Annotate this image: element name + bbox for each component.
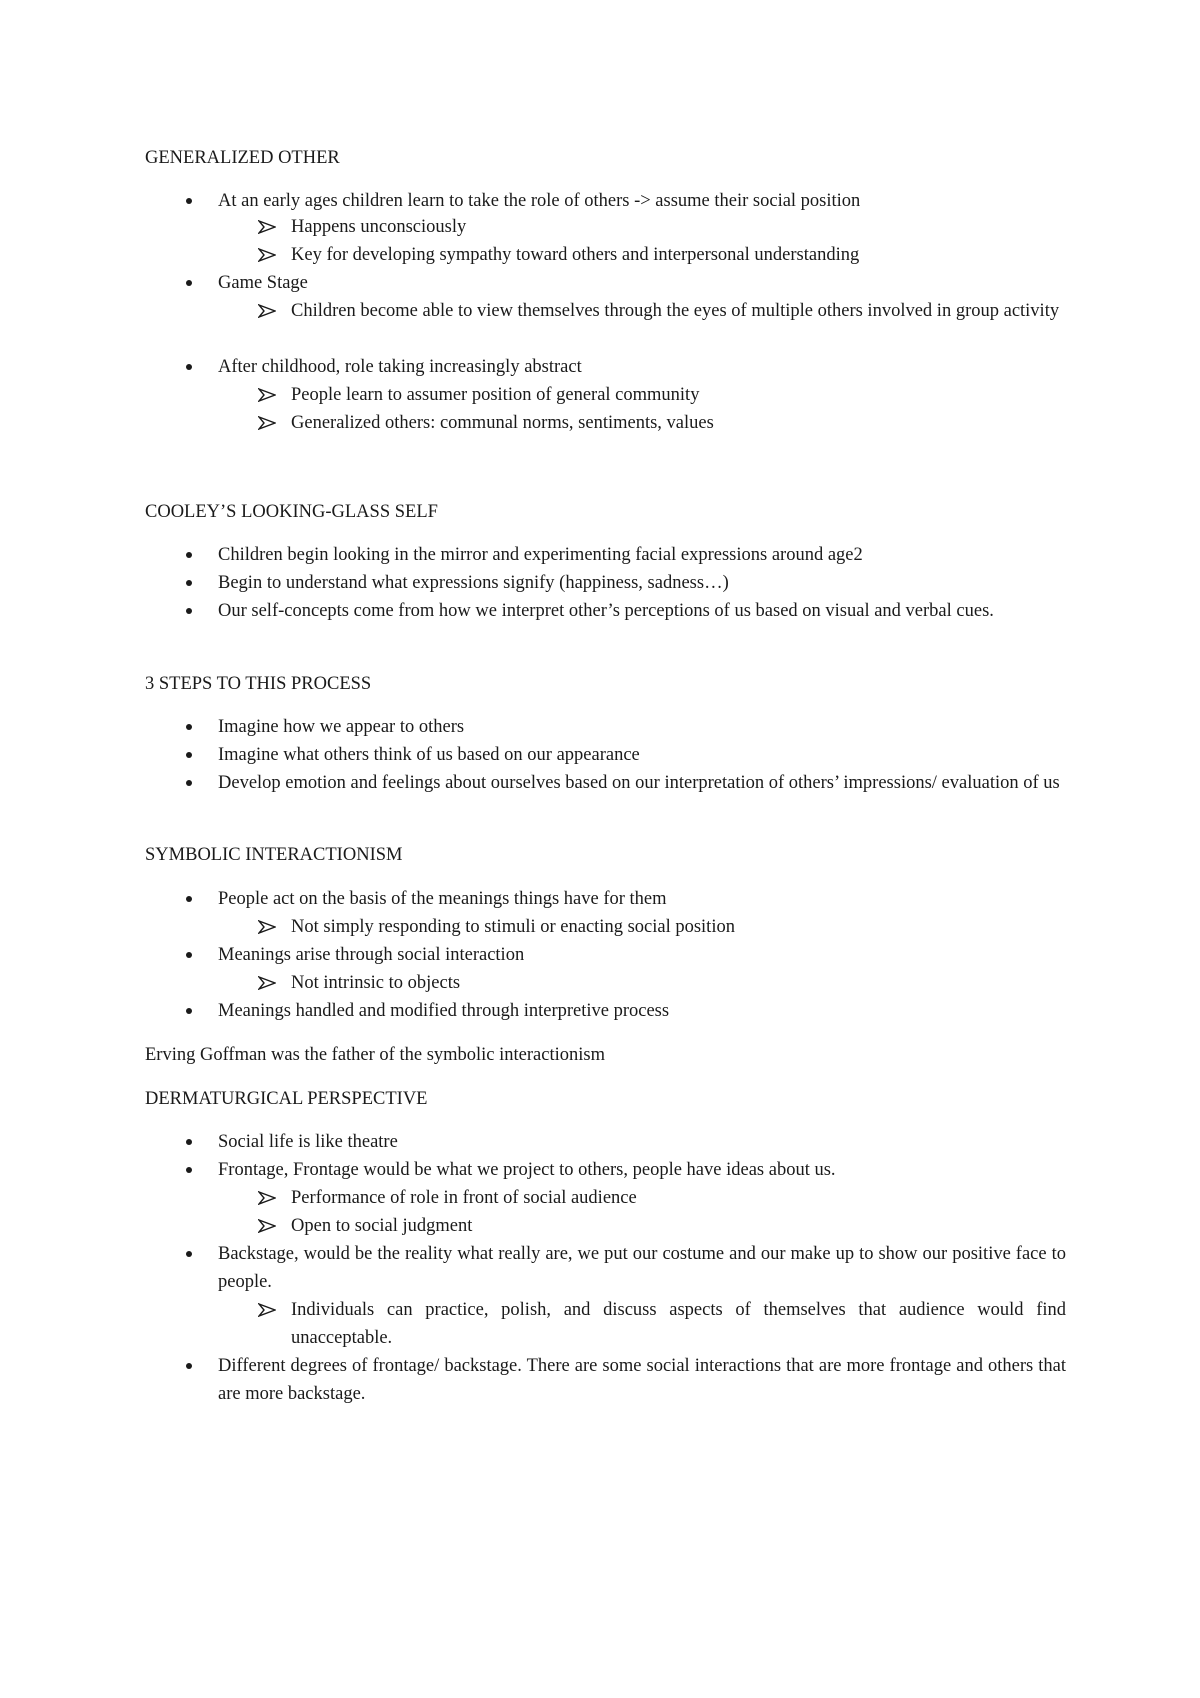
arrow-bullet-icon [258,388,276,402]
section-heading: GENERALIZED OTHER [145,148,340,168]
arrow-bullet-icon [258,1219,276,1233]
list-subitem: People learn to assumer position of general community [291,385,700,405]
list-item: Social life is like theatre [218,1132,398,1152]
arrow-bullet-icon [258,416,276,430]
bullet-icon [186,780,192,786]
list-item: Meanings handled and modified through interpretive process [218,1001,670,1021]
bullet-icon [186,1167,192,1173]
list-subitem: Children become able to view themselves through the eyes of multiple others involved in group activity [291,301,1060,321]
section-heading: DERMATURGICAL PERSPECTIVE [145,1089,428,1109]
arrow-bullet-icon [258,976,276,990]
bullet-icon [186,280,192,286]
list-item: Begin to understand what expressions signify (happiness, sadness…) [218,573,729,593]
bullet-icon [186,198,192,204]
arrow-bullet-icon [258,220,276,234]
list-subitem: Generalized others: communal norms, sentiments, values [291,413,714,433]
list-subitem: Open to social judgment [291,1216,473,1236]
bullet-icon [186,896,192,902]
arrow-bullet-icon [258,304,276,318]
list-subitem: Key for developing sympathy toward others and interpersonal understanding [291,245,860,265]
arrow-bullet-icon [258,920,276,934]
bullet-icon [186,1363,192,1369]
bullet-icon [186,608,192,614]
list-item: Develop emotion and feelings about ourselves based on our interpretation of others’ impressions/ evaluation of us [218,773,1060,793]
arrow-bullet-icon [258,1191,276,1205]
list-item: Our self-concepts come from how we interpret other’s perceptions of us based on visual and verbal cues. [218,601,994,621]
bullet-icon [186,364,192,370]
note-paragraph: Erving Goffman was the father of the symbolic interactionism [145,1045,605,1065]
section-heading: SYMBOLIC INTERACTIONISM [145,845,403,865]
list-subitem: Not simply responding to stimuli or enacting social position [291,917,735,937]
list-item: Imagine what others think of us based on our appearance [218,745,640,765]
bullet-icon [186,1251,192,1257]
list-item: Meanings arise through social interaction [218,945,525,965]
bullet-icon [186,580,192,586]
bullet-icon [186,952,192,958]
list-item: At an early ages children learn to take the role of others -> assume their social position [218,191,861,211]
bullet-icon [186,1139,192,1145]
section-heading: 3 STEPS TO THIS PROCESS [145,674,372,694]
section-heading: COOLEY’S LOOKING-GLASS SELF [145,502,438,522]
list-subitem: Happens unconsciously [291,217,467,237]
arrow-bullet-icon [258,248,276,262]
list-item: Frontage, Frontage would be what we project to others, people have ideas about us. [218,1160,836,1180]
list-item: Game Stage [218,273,308,293]
bullet-icon [186,752,192,758]
bullet-icon [186,1008,192,1014]
list-item: Backstage, would be the reality what really are, we put our costume and our make up to show our positive face to people. [218,1244,1066,1292]
list-item: Imagine how we appear to others [218,717,465,737]
list-subitem: Individuals can practice, polish, and discuss aspects of themselves that audience would find unacceptable. [291,1300,1066,1348]
bullet-icon [186,552,192,558]
list-subitem: Performance of role in front of social audience [291,1188,637,1208]
list-item: Children begin looking in the mirror and experimenting facial expressions around age2 [218,545,863,565]
list-item: Different degrees of frontage/ backstage. There are some social interactions that are more frontage and others that are more backstage. [218,1356,1066,1404]
list-item: People act on the basis of the meanings things have for them [218,889,667,909]
bullet-icon [186,724,192,730]
list-item: After childhood, role taking increasingly abstract [218,357,582,377]
arrow-bullet-icon [258,1303,276,1317]
list-subitem: Not intrinsic to objects [291,973,461,993]
